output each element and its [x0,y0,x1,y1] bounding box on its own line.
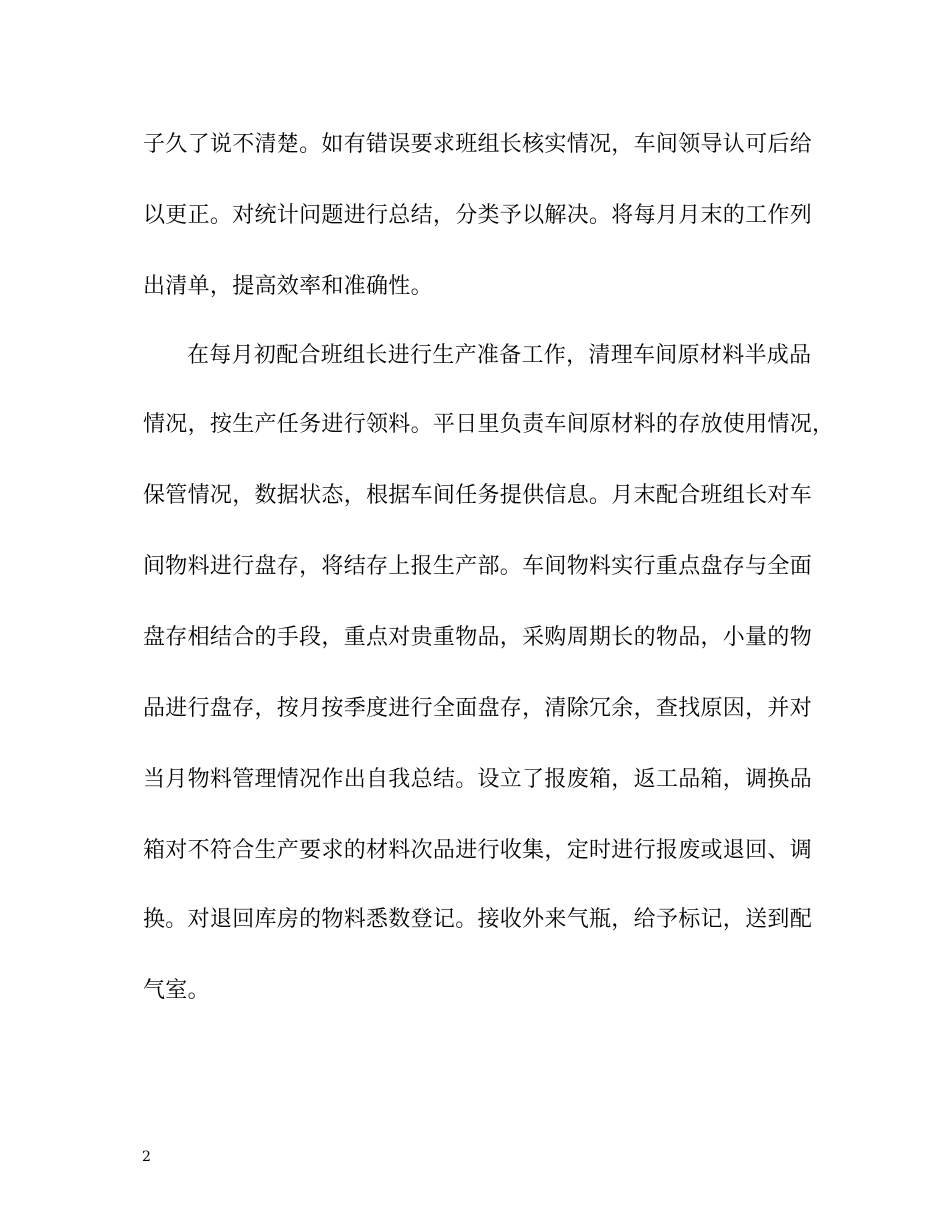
text-line: 箱对不符合生产要求的材料次品进行收集，定时进行报废或退回、调 [143,838,813,863]
text-line: 以更正。对统计问题进行总结，分类予以解决。将每月月末的工作列 [143,203,813,228]
text-line: 保管情况，数据状态，根据车间任务提供信息。月末配合班组长对车 [143,483,813,508]
text-line: 换。对退回库房的物料悉数登记。接收外来气瓶，给予标记，送到配 [143,907,813,932]
page-number: 2 [142,1149,151,1165]
text-line: 间物料进行盘存，将结存上报生产部。车间物料实行重点盘存与全面 [143,554,813,579]
text-line: 盘存相结合的手段，重点对贵重物品，采购周期长的物品，小量的物 [143,625,813,650]
text-line: 当月物料管理情况作出自我总结。设立了报废箱，返工品箱，调换品 [143,767,813,792]
text-line: 品进行盘存，按月按季度进行全面盘存，清除冗余，查找原因，并对 [143,696,813,721]
text-line: 气室。 [143,978,210,1003]
text-line: 情况，按生产任务进行领料。平日里负责车间原材料的存放使用情况， [143,412,835,437]
text-line: 出清单，提高效率和准确性。 [143,274,433,299]
text-line: 子久了说不清楚。如有错误要求班组长核实情况，车间领导认可后给 [143,132,813,157]
text-line: 在每月初配合班组长进行生产准备工作，清理车间原材料半成品 [187,343,812,368]
